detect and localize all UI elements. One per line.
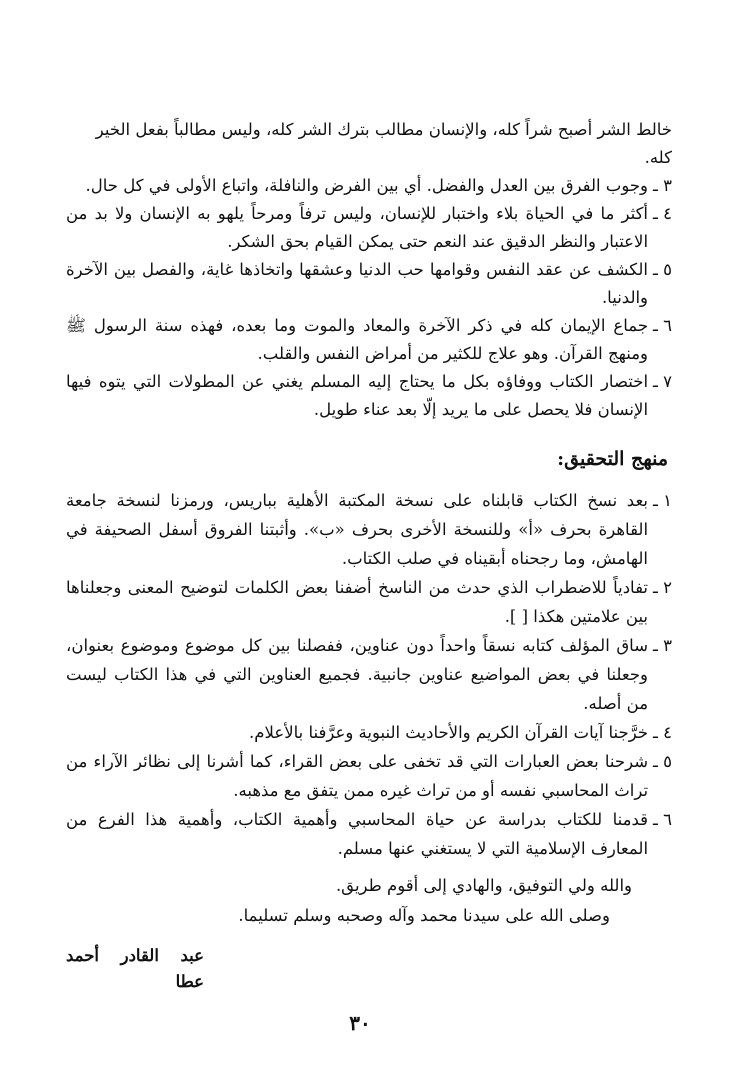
item-text: تفادياً للاضطراب الذي حدث من الناسخ أضفنا بعض الكلمات لتوضيح المعنى وجعلناها بين علامتين هكذا [ ].	[66, 578, 649, 626]
item-text: بعد نسخ الكتاب قابلناه على نسخة المكتبة الأهلية بباريس، ورمزنا لنسخة جامعة القاهرة بحرف «أ» وللنسخة الأخرى بحرف «ب». وأثبتنا الفروق أسفل الصحيفة في الهامش، وما رجحناه أبقيناه في صلب الكتاب.	[66, 491, 649, 568]
method-item-3	[66, 631, 672, 718]
item-text: أكثر ما في الحياة بلاء واختبار للإنسان، وليس ترفاً ومرحاً يلهو به الإنسان ولا بد من الاعتبار والنظر الدقيق عند النعم حتى يمكن القيام بحق الشكر.	[66, 204, 649, 251]
item-number: ٣ ـ	[653, 636, 672, 655]
item-number: ١ ـ	[653, 491, 672, 510]
method-item-4	[66, 718, 672, 747]
continuation-line-1: خالط الشر أصبح شراً كله، والإنسان مطالب بترك الشر كله، وليس مطالباً بفعل الخير	[95, 120, 672, 139]
item-text: شرحنا بعض العبارات التي قد تخفى على بعض القراء، كما أشرنا إلى نظائر الآراء من تراث المحاسبي نفسه أو من تراث غيره ممن يتفق مع مذهبه.	[66, 752, 649, 800]
benefit-item-7	[66, 368, 672, 424]
benefit-item-5	[66, 256, 672, 312]
item-number: ٥ ـ	[653, 752, 672, 771]
item-text: جماع الإيمان كله في ذكر الآخرة والمعاد والموت وما بعده، فهذه سنة الرسول ﷺ ومنهج القرآن. وهو علاج للكثير من أمراض النفس والقلب.	[66, 316, 649, 363]
closing-prayer	[66, 871, 672, 931]
method-item-5	[66, 747, 672, 805]
method-list	[66, 486, 672, 863]
benefit-item-6	[66, 312, 672, 368]
page-body	[66, 108, 672, 995]
method-item-1	[66, 486, 672, 573]
item-number: ٣ ـ	[653, 176, 672, 195]
method-item-2	[66, 573, 672, 631]
item-number: ٢ ـ	[653, 578, 672, 597]
item-text: قدمنا للكتاب بدراسة عن حياة المحاسبي وأهمية الكتاب، وأهمية هذا الفرع من المعارف الإسلامية التي لا يستغني عنها مسلم.	[66, 810, 649, 858]
author-signature: عبد القادر أحمد عطا	[66, 946, 204, 991]
item-text: اختصار الكتاب ووفاؤه بكل ما يحتاج إليه المسلم يغني عن المطولات التي يتوه فيها الإنسان فلا يحصل على ما يريد إلّا بعد عناء طويل.	[66, 372, 649, 419]
item-text: ساق المؤلف كتابه نسقاً واحداً دون عناوين، ففصلنا بين كل موضوع وموضوع بعنوان، وجعلنا في بعض المواضيع عناوين جانبية. فجميع العناوين التي في هذا الكتاب ليست من أصله.	[66, 636, 649, 713]
method-item-6	[66, 805, 672, 863]
benefit-item-4	[66, 200, 672, 256]
item-number: ٤ ـ	[653, 723, 672, 742]
continuation-paragraph	[66, 116, 672, 172]
item-number: ٥ ـ	[653, 260, 672, 279]
page-number: ٣٠	[349, 1011, 371, 1035]
item-number: ٦ ـ	[653, 810, 672, 829]
continuation-line-2: كله.	[644, 148, 672, 167]
item-text: وجوب الفرق بين العدل والفضل. أي بين الفرض والنافلة، واتباع الأولى في كل حال.	[85, 176, 649, 195]
benefit-item-3	[66, 172, 672, 200]
item-number: ٤ ـ	[653, 204, 672, 223]
benefits-list	[66, 172, 672, 424]
section-heading: منهج التحقيق:	[557, 448, 668, 470]
item-text: الكشف عن عقد النفس وقوامها حب الدنيا وعشقها واتخاذها غاية، والفصل بين الآخرة والدنيا.	[66, 260, 649, 307]
item-text: خرَّجنا آيات القرآن الكريم والأحاديث النبوية وعرَّفنا بالأعلام.	[249, 723, 649, 742]
item-number: ٧ ـ	[653, 372, 672, 391]
closing-line-2: وصلى الله على سيدنا محمد وآله وصحبه وسلم تسليما.	[238, 906, 610, 925]
closing-line-1: والله ولي التوفيق، والهادي إلى أقوم طريق.	[335, 876, 632, 895]
item-number: ٦ ـ	[653, 316, 672, 335]
